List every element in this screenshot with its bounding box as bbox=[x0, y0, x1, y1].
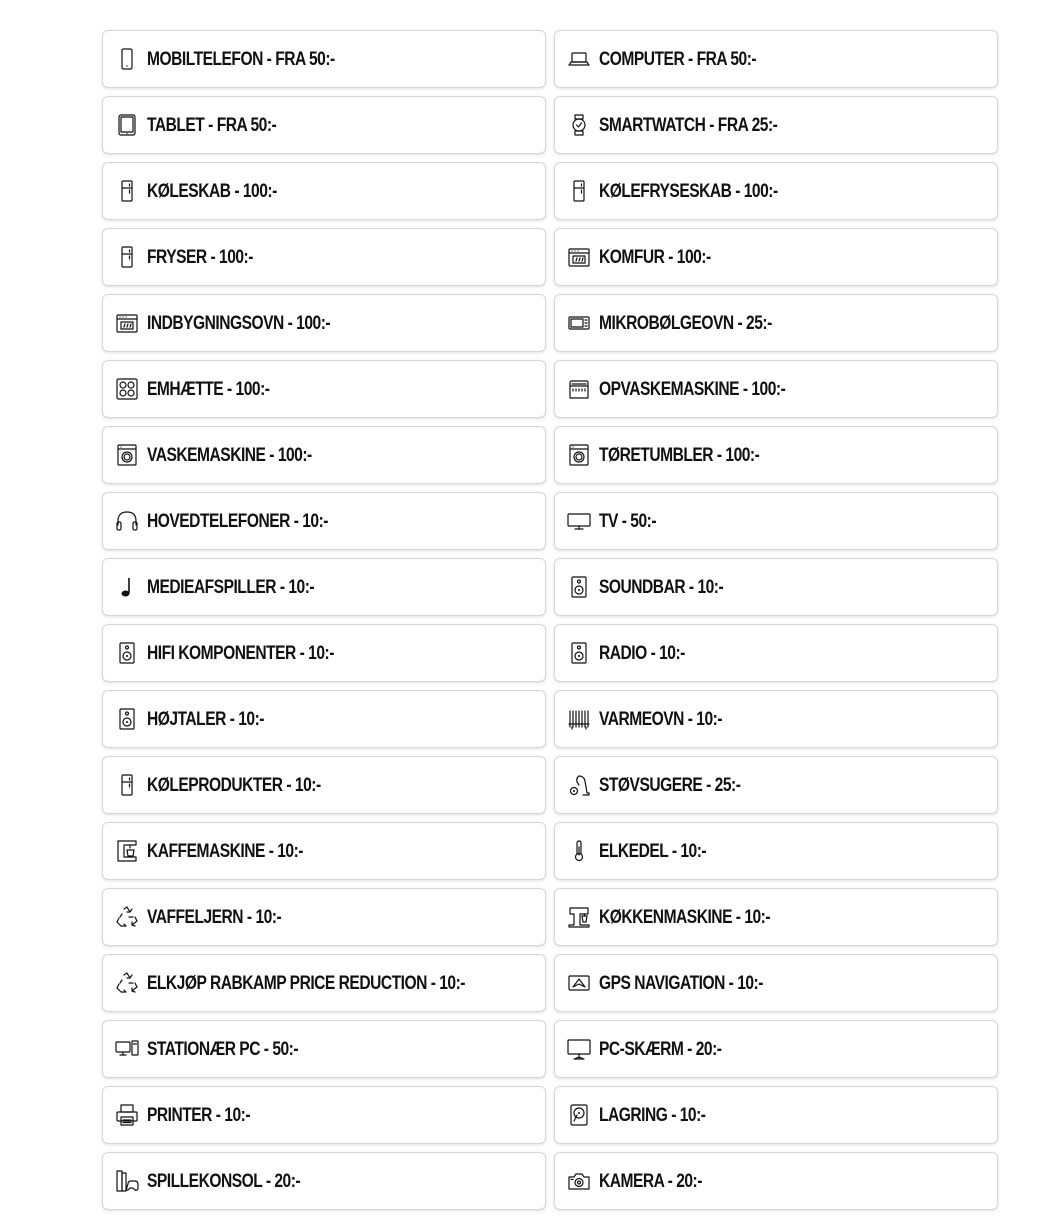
category-card-mobiltelefon[interactable] bbox=[102, 30, 546, 88]
fridge-icon bbox=[115, 773, 139, 797]
category-label: KØLEFRYSESKAB - 100:- bbox=[599, 180, 778, 202]
category-label: VARMEOVN - 10:- bbox=[599, 708, 723, 730]
fridge-icon bbox=[115, 179, 139, 203]
category-card-kolefryseskab[interactable] bbox=[554, 162, 998, 220]
category-card-elkjop-rabkamp-price-reduction[interactable] bbox=[102, 954, 546, 1012]
category-card-computer[interactable] bbox=[554, 30, 998, 88]
category-card-stovsugere[interactable] bbox=[554, 756, 998, 814]
printer-icon bbox=[115, 1103, 139, 1127]
thermometer-icon bbox=[567, 839, 591, 863]
mobile-phone-icon bbox=[115, 47, 139, 71]
speaker-icon bbox=[567, 575, 591, 599]
hard-drive-icon bbox=[567, 1103, 591, 1127]
category-card-koleprodukter[interactable] bbox=[102, 756, 546, 814]
washing-machine-icon bbox=[115, 443, 139, 467]
category-card-opvaskemaskine[interactable] bbox=[554, 360, 998, 418]
category-label: EMHÆTTE - 100:- bbox=[147, 378, 270, 400]
category-label: TØRETUMBLER - 100:- bbox=[599, 444, 760, 466]
speaker-icon bbox=[115, 641, 139, 665]
category-label: KAMERA - 20:- bbox=[599, 1170, 702, 1192]
category-card-printer[interactable] bbox=[102, 1086, 546, 1144]
category-label: SMARTWATCH - FRA 25:- bbox=[599, 114, 778, 136]
vacuum-cleaner-icon bbox=[567, 773, 591, 797]
category-card-soundbar[interactable] bbox=[554, 558, 998, 616]
category-card-komfur[interactable] bbox=[554, 228, 998, 286]
oven-icon bbox=[567, 245, 591, 269]
category-card-medieafspiller[interactable] bbox=[102, 558, 546, 616]
speaker-icon bbox=[567, 641, 591, 665]
recycle-icon bbox=[115, 905, 139, 929]
category-label: VASKEMASKINE - 100:- bbox=[147, 444, 312, 466]
speaker-icon bbox=[115, 641, 139, 665]
gps-icon bbox=[567, 971, 591, 995]
category-card-tablet[interactable] bbox=[102, 96, 546, 154]
category-card-vaffeljern[interactable] bbox=[102, 888, 546, 946]
game-console-icon bbox=[115, 1169, 139, 1193]
printer-icon bbox=[115, 1103, 139, 1127]
fridge-icon bbox=[115, 245, 139, 269]
speaker-icon bbox=[567, 575, 591, 599]
category-card-smartwatch[interactable] bbox=[554, 96, 998, 154]
tv-icon bbox=[567, 509, 591, 533]
category-card-varmeovn[interactable] bbox=[554, 690, 998, 748]
fridge-icon bbox=[567, 179, 591, 203]
vacuum-cleaner-icon bbox=[567, 773, 591, 797]
product-category-grid bbox=[102, 30, 998, 1210]
category-card-hovedtelefoner[interactable] bbox=[102, 492, 546, 550]
category-label: STØVSUGERE - 25:- bbox=[599, 774, 741, 796]
camera-icon bbox=[567, 1169, 591, 1193]
category-card-hojtaler[interactable] bbox=[102, 690, 546, 748]
category-card-radio[interactable] bbox=[554, 624, 998, 682]
category-label: STATIONÆR PC - 50:- bbox=[147, 1038, 299, 1060]
category-label: OPVASKEMASKINE - 100:- bbox=[599, 378, 786, 400]
mobile-phone-icon bbox=[115, 47, 139, 71]
category-label: MOBILTELEFON - FRA 50:- bbox=[147, 48, 335, 70]
gps-icon bbox=[567, 971, 591, 995]
tablet-icon bbox=[115, 113, 139, 137]
category-card-kamera[interactable] bbox=[554, 1152, 998, 1210]
category-label: PRINTER - 10:- bbox=[147, 1104, 251, 1126]
category-card-koleskab[interactable] bbox=[102, 162, 546, 220]
oven-icon bbox=[567, 245, 591, 269]
kitchen-mixer-icon bbox=[567, 905, 591, 929]
category-label: TV - 50:- bbox=[599, 510, 657, 532]
category-label: HØJTALER - 10:- bbox=[147, 708, 264, 730]
category-card-kaffemaskine[interactable] bbox=[102, 822, 546, 880]
category-card-hifi-komponenter[interactable] bbox=[102, 624, 546, 682]
category-label: ELKEDEL - 10:- bbox=[599, 840, 707, 862]
category-label: MIKROBØLGEOVN - 25:- bbox=[599, 312, 772, 334]
recycle-icon bbox=[115, 971, 139, 995]
speaker-icon bbox=[115, 707, 139, 731]
fridge-icon bbox=[115, 773, 139, 797]
speaker-icon bbox=[115, 707, 139, 731]
recycle-icon bbox=[115, 971, 139, 995]
washing-machine-icon bbox=[567, 443, 591, 467]
camera-icon bbox=[567, 1169, 591, 1193]
headphones-icon bbox=[115, 509, 139, 533]
cooktop-icon bbox=[115, 377, 139, 401]
tv-icon bbox=[567, 509, 591, 533]
dishwasher-icon bbox=[567, 377, 591, 401]
music-note-icon bbox=[115, 575, 139, 599]
category-label: KAFFEMASKINE - 10:- bbox=[147, 840, 303, 862]
monitor-icon bbox=[567, 1037, 591, 1061]
category-card-stationaer-pc[interactable] bbox=[102, 1020, 546, 1078]
kitchen-mixer-icon bbox=[567, 905, 591, 929]
speaker-icon bbox=[567, 641, 591, 665]
category-label: LAGRING - 10:- bbox=[599, 1104, 706, 1126]
category-label: MEDIEAFSPILLER - 10:- bbox=[147, 576, 315, 598]
music-note-icon bbox=[115, 575, 139, 599]
category-card-mikrobolgeovn[interactable] bbox=[554, 294, 998, 352]
category-label: HOVEDTELEFONER - 10:- bbox=[147, 510, 328, 532]
oven-icon bbox=[115, 311, 139, 335]
fridge-icon bbox=[115, 245, 139, 269]
category-label: KØLESKAB - 100:- bbox=[147, 180, 277, 202]
category-label: GPS NAVIGATION - 10:- bbox=[599, 972, 763, 994]
category-label: TABLET - FRA 50:- bbox=[147, 114, 277, 136]
game-console-icon bbox=[115, 1169, 139, 1193]
category-card-vaskemaskine[interactable] bbox=[102, 426, 546, 484]
dishwasher-icon bbox=[567, 377, 591, 401]
smartwatch-icon bbox=[567, 113, 591, 137]
recycle-icon bbox=[115, 905, 139, 929]
cooktop-icon bbox=[115, 377, 139, 401]
category-label: COMPUTER - FRA 50:- bbox=[599, 48, 757, 70]
category-label: KOMFUR - 100:- bbox=[599, 246, 711, 268]
category-card-lagring[interactable] bbox=[554, 1086, 998, 1144]
radiator-icon bbox=[567, 707, 591, 731]
category-label: INDBYGNINGSOVN - 100:- bbox=[147, 312, 331, 334]
category-card-tv[interactable] bbox=[554, 492, 998, 550]
thermometer-icon bbox=[567, 839, 591, 863]
fridge-icon bbox=[115, 179, 139, 203]
desktop-pc-icon bbox=[115, 1037, 139, 1061]
headphones-icon bbox=[115, 509, 139, 533]
category-card-kokkenmaskine[interactable] bbox=[554, 888, 998, 946]
category-label: KØKKENMASKINE - 10:- bbox=[599, 906, 771, 928]
category-card-gps-navigation[interactable] bbox=[554, 954, 998, 1012]
smartwatch-icon bbox=[567, 113, 591, 137]
hard-drive-icon bbox=[567, 1103, 591, 1127]
coffee-machine-icon bbox=[115, 839, 139, 863]
category-label: SOUNDBAR - 10:- bbox=[599, 576, 724, 598]
category-label: KØLEPRODUKTER - 10:- bbox=[147, 774, 321, 796]
washing-machine-icon bbox=[567, 443, 591, 467]
desktop-pc-icon bbox=[115, 1037, 139, 1061]
category-label: PC-SKÆRM - 20:- bbox=[599, 1038, 722, 1060]
oven-icon bbox=[115, 311, 139, 335]
category-label: HIFI KOMPONENTER - 10:- bbox=[147, 642, 334, 664]
category-card-fryser[interactable] bbox=[102, 228, 546, 286]
category-card-pc-skaerm[interactable] bbox=[554, 1020, 998, 1078]
category-card-toretumbler[interactable] bbox=[554, 426, 998, 484]
category-label: ELKJØP RABKAMP PRICE REDUCTION - 10:- bbox=[147, 972, 465, 994]
radiator-icon bbox=[567, 707, 591, 731]
coffee-machine-icon bbox=[115, 839, 139, 863]
category-label: RADIO - 10:- bbox=[599, 642, 685, 664]
category-card-spillekonsol[interactable] bbox=[102, 1152, 546, 1210]
tablet-icon bbox=[115, 113, 139, 137]
category-label: FRYSER - 100:- bbox=[147, 246, 253, 268]
microwave-icon bbox=[567, 311, 591, 335]
category-card-elkedel[interactable] bbox=[554, 822, 998, 880]
category-card-indbygningsovn[interactable] bbox=[102, 294, 546, 352]
laptop-icon bbox=[567, 47, 591, 71]
category-card-emhaette[interactable] bbox=[102, 360, 546, 418]
monitor-icon bbox=[567, 1037, 591, 1061]
category-label: VAFFELJERN - 10:- bbox=[147, 906, 282, 928]
microwave-icon bbox=[567, 311, 591, 335]
laptop-icon bbox=[567, 47, 591, 71]
washing-machine-icon bbox=[115, 443, 139, 467]
fridge-icon bbox=[567, 179, 591, 203]
category-label: SPILLEKONSOL - 20:- bbox=[147, 1170, 301, 1192]
